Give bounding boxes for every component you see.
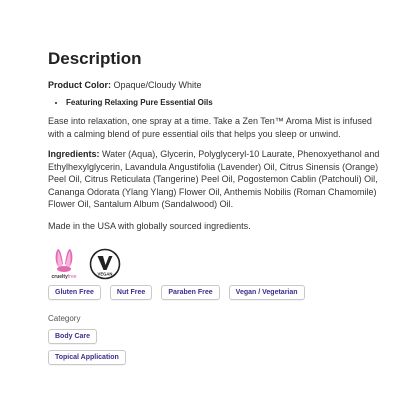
description-text: Ease into relaxation, one spray at a time. Take a Zen Ten™ Aroma Mist is infused with a calming blend of pure essential oils that helps you sleep or unwind.	[48, 116, 372, 139]
feature-item: • Featuring Relaxing Pure Essential Oils	[66, 97, 388, 109]
ingredients-text: Water (Aqua), Glycerin, Polyglyceryl-10 Laurate, Phenoxyethanol and Ethylhexylglycerin, Lavandula Angustifolia (Lavender) Oil, Citrus Sinensis (Orange) Peel Oil, Citrus Reticulata (Tangerine) Peel Oil, Pogostemon Cablin (Patchouli) Oil, Cananga Odorata (Ylang Ylang) Flower Oil, Anthemis Nobilis (Roman Chamomile) Flower Oil, Santalum Album (Sandalwood) Oil.	[48, 149, 380, 209]
tag-gluten-free[interactable]: Gluten Free	[48, 285, 101, 300]
bunny-icon	[48, 246, 80, 274]
category-body-care[interactable]: Body Care	[48, 329, 97, 344]
product-color-value: Opaque/Cloudy White	[113, 80, 202, 90]
category-label: Category	[48, 314, 81, 323]
product-color-label: Product Color:	[48, 80, 111, 90]
product-color	[48, 79, 388, 91]
feature-list	[48, 97, 388, 109]
tag-paraben-free[interactable]: Paraben Free	[161, 285, 219, 300]
certification-badges	[48, 246, 388, 280]
cruelty-free-badge	[48, 246, 80, 280]
attribute-tags	[48, 285, 388, 300]
ingredients-label: Ingredients:	[48, 149, 100, 159]
ingredients	[48, 148, 388, 211]
tag-vegan-vegetarian[interactable]: Vegan / Vegetarian	[229, 285, 305, 300]
vegan-v-icon	[89, 248, 121, 280]
vegan-text: VEGAN	[97, 271, 113, 277]
description-section	[48, 48, 388, 365]
tag-nut-free[interactable]: Nut Free	[110, 285, 152, 300]
made-in-text: Made in the USA with globally sourced ingredients.	[48, 220, 251, 231]
cruelty-free-label: crueltyfree	[51, 274, 77, 280]
section-title: Description	[48, 49, 142, 68]
category-topical-application[interactable]: Topical Application	[48, 350, 126, 365]
